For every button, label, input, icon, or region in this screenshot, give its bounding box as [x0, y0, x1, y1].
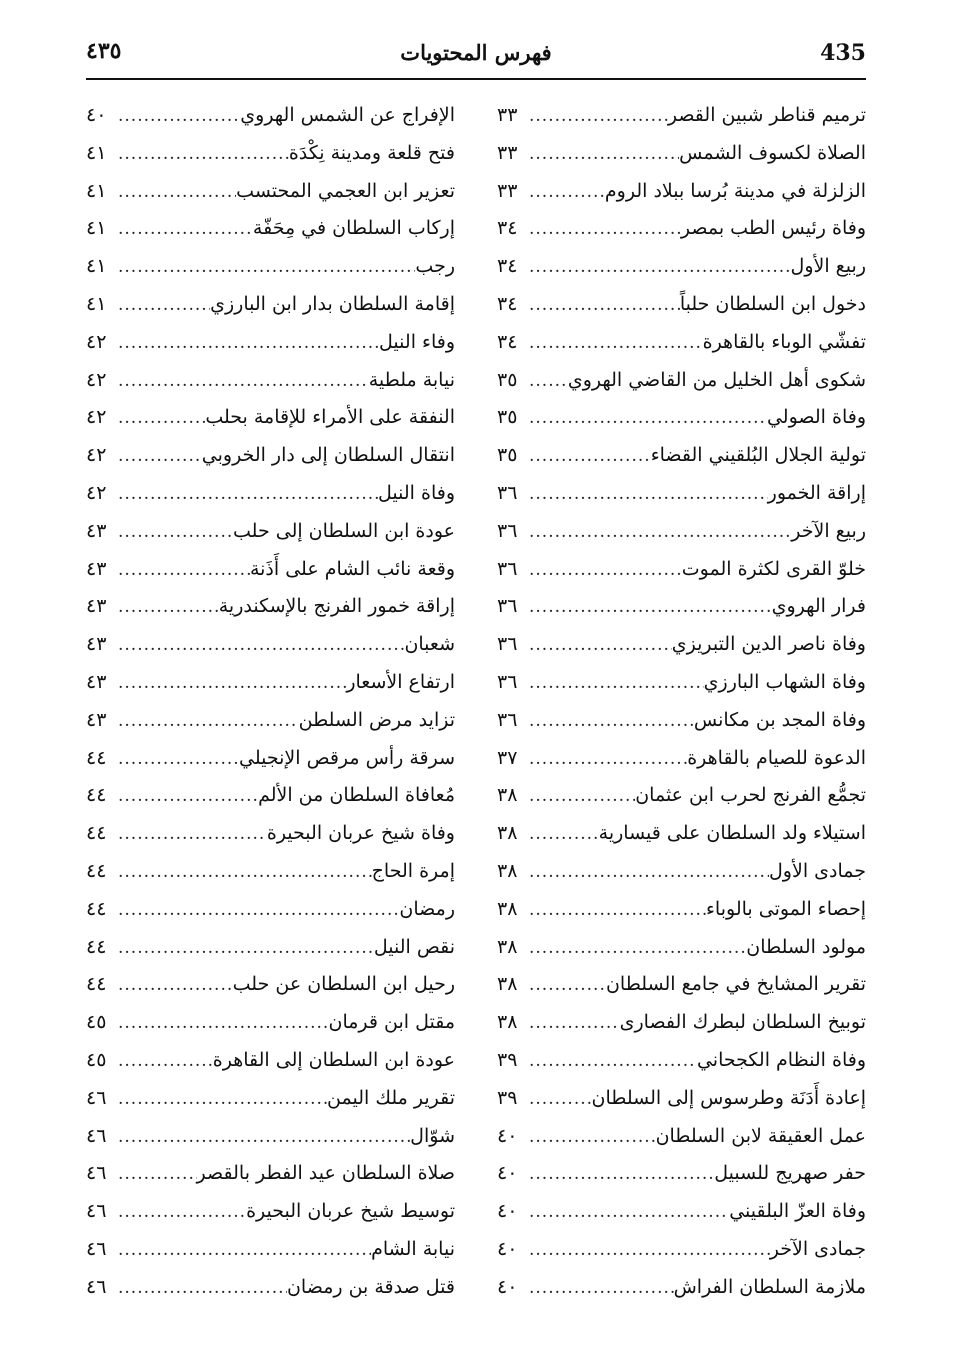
toc-entry-page: ٣٦ — [497, 708, 518, 731]
dot-leader — [523, 892, 706, 930]
toc-entry-title: توبيخ السلطان لبطرك الفصارى — [619, 1011, 866, 1034]
toc-entry-title: خلوّ القرى لكثرة الموت — [681, 557, 866, 580]
dot-leader — [112, 589, 219, 627]
toc-entry — [86, 588, 455, 626]
toc-entry-title: قتل صدقة بن رمضان — [286, 1275, 455, 1298]
toc-entry — [497, 248, 866, 286]
dot-leader — [112, 892, 399, 930]
page-number-latin: 435 — [820, 40, 866, 66]
toc-entry — [497, 740, 866, 778]
toc-entry — [86, 777, 455, 815]
toc-entry — [497, 1118, 866, 1156]
toc-entry-title: الزلزلة في مدينة بُرسا ببلاد الروم — [604, 179, 866, 202]
toc-entry — [86, 1269, 455, 1307]
dot-leader — [112, 438, 202, 476]
dot-leader — [112, 325, 379, 363]
toc-entry — [86, 702, 455, 740]
toc-entry — [86, 1004, 455, 1042]
toc-entry-page: ٤٤ — [86, 859, 107, 882]
toc-entry-page: ٤٦ — [86, 1200, 107, 1223]
dot-leader — [523, 1043, 697, 1081]
toc-entry-title: شعبان — [404, 633, 455, 656]
toc-entry — [497, 324, 866, 362]
toc-entry-page: ٣٦ — [497, 633, 518, 656]
dot-leader — [112, 249, 415, 287]
toc-entry-page: ٤٠ — [86, 104, 107, 126]
dot-leader — [523, 136, 679, 174]
toc-entry-page: ٤٦ — [86, 1162, 107, 1185]
toc-entry-page: ٣٣ — [497, 104, 518, 126]
toc-entry-title: عمل العقيقة لابن السلطان — [655, 1124, 866, 1147]
toc-entry-page: ٤٥ — [86, 1011, 107, 1034]
toc-entry — [86, 399, 455, 437]
dot-leader — [523, 476, 768, 514]
toc-entry — [86, 1118, 455, 1156]
toc-entry — [497, 97, 866, 135]
dot-leader — [523, 627, 672, 665]
dot-leader — [523, 589, 772, 627]
toc-entry — [497, 777, 866, 815]
toc-entry-title: فرار الهروي — [771, 595, 866, 618]
toc-entry-title: عودة ابن السلطان إلى القاهرة — [212, 1048, 455, 1071]
dot-leader — [112, 1270, 287, 1308]
dot-leader — [112, 136, 289, 174]
toc-entry-page: ٤٤ — [86, 784, 107, 807]
toc-entry — [497, 1231, 866, 1269]
toc-entry-page: ٣٦ — [497, 519, 518, 542]
toc-entry-page: ٤٤ — [86, 935, 107, 958]
toc-entry — [86, 173, 455, 211]
toc-entry-title: تفشّي الوباء بالقاهرة — [702, 330, 866, 353]
toc-entry-title: وقعة نائب الشام على أَذَنة — [249, 557, 455, 580]
header-rule — [86, 78, 866, 80]
dot-leader — [523, 967, 606, 1005]
toc-entry-title: وفاة الصولي — [766, 406, 866, 429]
toc-entry-title: تجمُّع الفرنج لحرب ابن عثمان — [635, 784, 866, 807]
toc-entry-title: شوّال — [410, 1124, 455, 1147]
toc-entry — [86, 664, 455, 702]
toc-entry-page: ٣٨ — [497, 973, 518, 996]
toc-entry-title: عودة ابن السلطان إلى حلب — [233, 519, 455, 542]
toc-entry-page: ٤٢ — [86, 368, 107, 391]
dot-leader — [112, 552, 250, 590]
toc-entry — [497, 1042, 866, 1080]
toc-entry-title: ارتفاع الأسعار — [346, 670, 455, 693]
toc-entry-title: رمضان — [399, 897, 455, 920]
toc-entry-page: ٤٣ — [86, 557, 107, 580]
dot-leader — [523, 174, 605, 212]
toc-entry-page: ٤١ — [86, 292, 107, 315]
dot-leader — [523, 741, 687, 779]
toc-entry-page: ٣٤ — [497, 330, 518, 353]
toc-entry — [497, 853, 866, 891]
toc-entry-title: وفاء النيل — [379, 330, 455, 353]
toc-entry — [497, 815, 866, 853]
toc-entry-title: تعزير ابن العجمي المحتسب — [236, 179, 455, 202]
page-number-arabic: ٤٣٥ — [86, 38, 122, 64]
toc-entry-title: النفقة على الأمراء للإقامة بحلب — [205, 406, 455, 429]
dot-leader — [523, 778, 635, 816]
toc-entry-title: تولية الجلال البُلقيني القضاء — [650, 444, 866, 467]
toc-entry — [497, 135, 866, 173]
toc-entry-title: إعادة أَدَنَة وطرسوس إلى السلطان — [591, 1086, 866, 1109]
toc-entry-title: شكوى أهل الخليل من القاضي الهروي — [567, 368, 866, 391]
toc-entry-page: ٣٥ — [497, 406, 518, 429]
toc-entry-page: ٤٠ — [497, 1124, 518, 1147]
toc-entry-page: ٤٠ — [497, 1200, 518, 1223]
toc-entry-page: ٤٢ — [86, 330, 107, 353]
toc-entry — [497, 513, 866, 551]
dot-leader — [112, 174, 236, 212]
toc-entry-page: ٣٨ — [497, 784, 518, 807]
running-title: فهرس المحتويات — [400, 40, 552, 65]
toc-entry-page: ٣٨ — [497, 897, 518, 920]
toc-entry-title: وفاة المجد بن مكانس — [693, 708, 866, 731]
toc-entry — [86, 551, 455, 589]
toc-entry — [86, 929, 455, 967]
dot-leader — [523, 363, 568, 401]
toc-entry — [497, 475, 866, 513]
dot-leader — [523, 1119, 656, 1157]
dot-leader — [112, 703, 299, 741]
toc-entry-title: توسيط شيخ عربان البحيرة — [246, 1200, 455, 1223]
toc-entry — [497, 173, 866, 211]
toc-entry-title: إقامة السلطان بدار ابن البارزي — [210, 292, 455, 315]
dot-leader — [523, 287, 680, 325]
toc-entry-title: رجب — [415, 255, 455, 278]
toc-entry-title: وفاة النيل — [378, 481, 455, 504]
toc-entry-title: سرقة رأس مرقص الإنجيلي — [239, 746, 455, 769]
toc-entry-title: نيابة الشام — [371, 1237, 455, 1260]
dot-leader — [112, 211, 253, 249]
toc-entry-page: ٤٦ — [86, 1275, 107, 1298]
toc-entry-title: صلاة السلطان عيد الفطر بالقصر — [196, 1162, 455, 1185]
toc-entry-page: ٣٣ — [497, 141, 518, 164]
toc-entry-title: انتقال السلطان إلى دار الخروبي — [201, 444, 455, 467]
toc-entry — [497, 588, 866, 626]
toc-entry — [86, 815, 455, 853]
toc-entry-page: ٤٤ — [86, 746, 107, 769]
toc-entry — [497, 437, 866, 475]
toc-entry — [86, 891, 455, 929]
toc-entry-page: ٣٥ — [497, 444, 518, 467]
dot-leader — [112, 741, 239, 779]
toc-column-right — [497, 97, 866, 1307]
table-of-contents — [86, 97, 866, 1307]
dot-leader — [112, 1156, 197, 1194]
toc-entry-page: ٣٤ — [497, 255, 518, 278]
toc-entry — [497, 551, 866, 589]
page-header — [86, 36, 866, 74]
toc-entry-page: ٤٣ — [86, 595, 107, 618]
toc-entry — [497, 966, 866, 1004]
toc-entry-page: ٣٣ — [497, 179, 518, 202]
dot-leader — [112, 665, 346, 703]
toc-entry — [86, 362, 455, 400]
toc-entry — [497, 1004, 866, 1042]
toc-entry-page: ٤٠ — [497, 1162, 518, 1185]
toc-entry-title: وفاة رئيس الطب بمصر — [680, 217, 866, 240]
toc-entry-page: ٣٨ — [497, 822, 518, 845]
dot-leader — [523, 552, 682, 590]
toc-entry-title: وفاة النظام الكجحاني — [696, 1048, 866, 1071]
toc-entry-page: ٤٦ — [86, 1086, 107, 1109]
toc-entry-page: ٤٤ — [86, 822, 107, 845]
toc-entry — [497, 929, 866, 967]
dot-leader — [523, 930, 746, 968]
toc-entry — [86, 1042, 455, 1080]
dot-leader — [112, 1005, 328, 1043]
toc-entry-page: ٣٩ — [497, 1086, 518, 1109]
toc-entry — [497, 399, 866, 437]
toc-entry-page: ٤٤ — [86, 973, 107, 996]
dot-leader — [523, 400, 767, 438]
toc-entry-page: ٣٦ — [497, 481, 518, 504]
toc-entry — [497, 210, 866, 248]
toc-entry — [86, 248, 455, 286]
toc-entry — [86, 626, 455, 664]
dot-leader — [523, 1081, 592, 1119]
toc-entry-title: ترميم قناطر شبين القصر — [667, 104, 866, 126]
toc-entry-page: ٤٠ — [497, 1237, 518, 1260]
toc-entry — [497, 891, 866, 929]
toc-entry-page: ٣٤ — [497, 292, 518, 315]
toc-entry — [86, 286, 455, 324]
toc-entry-title: دخول ابن السلطان حلباً — [679, 292, 866, 315]
toc-entry — [86, 513, 455, 551]
toc-entry — [497, 1193, 866, 1231]
toc-entry-page: ٣٥ — [497, 368, 518, 391]
dot-leader — [112, 1119, 410, 1157]
dot-leader — [523, 816, 599, 854]
toc-entry-page: ٤٢ — [86, 481, 107, 504]
toc-entry-title: جمادى الأول — [769, 859, 866, 882]
dot-leader — [523, 325, 703, 363]
toc-entry-title: وفاة ناصر الدين التبريزي — [671, 633, 866, 656]
dot-leader — [523, 211, 681, 249]
toc-entry-title: تقرير ملك اليمن — [327, 1086, 455, 1109]
dot-leader — [112, 287, 210, 325]
toc-entry-page: ٣٤ — [497, 217, 518, 240]
toc-entry — [497, 1269, 866, 1307]
toc-entry — [86, 437, 455, 475]
dot-leader — [523, 1194, 729, 1232]
dot-leader — [523, 1232, 770, 1270]
toc-entry-title: إحصاء الموتى بالوباء — [706, 897, 866, 920]
dot-leader — [523, 665, 704, 703]
toc-entry — [86, 1080, 455, 1118]
toc-entry — [497, 1080, 866, 1118]
toc-entry — [497, 286, 866, 324]
toc-entry — [497, 626, 866, 664]
toc-entry-title: إمرة الحاج — [371, 859, 455, 882]
dot-leader — [112, 476, 378, 514]
toc-entry-page: ٤٥ — [86, 1048, 107, 1071]
dot-leader — [112, 854, 372, 892]
dot-leader — [112, 967, 233, 1005]
toc-entry-page: ٤٦ — [86, 1124, 107, 1147]
toc-entry-title: وفاة الشهاب البارزي — [703, 670, 866, 693]
toc-entry-page: ٣٨ — [497, 935, 518, 958]
dot-leader — [523, 98, 668, 136]
toc-entry-title: إركاب السلطان في مِحَفّة — [252, 217, 455, 240]
toc-entry-page: ٤١ — [86, 179, 107, 202]
toc-entry-title: وفاة شيخ عربان البحيرة — [266, 822, 455, 845]
toc-entry-title: ربيع الآخر — [791, 519, 866, 542]
dot-leader — [523, 1156, 714, 1194]
toc-entry — [497, 664, 866, 702]
dot-leader — [112, 930, 374, 968]
toc-entry — [86, 740, 455, 778]
toc-entry — [497, 1155, 866, 1193]
toc-entry-page: ٣٦ — [497, 595, 518, 618]
toc-entry-title: استيلاء ولد السلطان على قيسارية — [598, 822, 866, 845]
dot-leader — [112, 1232, 371, 1270]
toc-entry-title: تزايد مرض السلطن — [298, 708, 455, 731]
dot-leader — [523, 1005, 620, 1043]
dot-leader — [523, 854, 769, 892]
toc-entry-page: ٤٢ — [86, 406, 107, 429]
toc-entry-page: ٤٢ — [86, 444, 107, 467]
dot-leader — [112, 514, 233, 552]
dot-leader — [112, 778, 258, 816]
toc-entry — [86, 210, 455, 248]
toc-entry-page: ٤٣ — [86, 519, 107, 542]
toc-entry-page: ٤١ — [86, 141, 107, 164]
toc-entry-page: ٤٣ — [86, 708, 107, 731]
toc-entry — [86, 475, 455, 513]
toc-entry-title: مُعافاة السلطان من الألم — [258, 784, 455, 807]
toc-entry-title: مقتل ابن قرمان — [328, 1011, 455, 1034]
toc-entry-page: ٤١ — [86, 255, 107, 278]
toc-entry-title: الصلاة لكسوف الشمس — [679, 141, 866, 164]
toc-entry-page: ٤٦ — [86, 1237, 107, 1260]
toc-entry — [86, 324, 455, 362]
toc-entry-title: نيابة ملطية — [368, 368, 455, 391]
dot-leader — [112, 816, 267, 854]
toc-entry-title: حفر صهريج للسبيل — [714, 1162, 866, 1185]
toc-entry-title: الدعوة للصيام بالقاهرة — [687, 746, 866, 769]
dot-leader — [112, 98, 240, 136]
toc-entry-title: رحيل ابن السلطان عن حلب — [232, 973, 455, 996]
toc-entry-page: ٤١ — [86, 217, 107, 240]
toc-entry — [497, 702, 866, 740]
toc-entry-page: ٣٧ — [497, 746, 518, 769]
toc-entry-title: الإفراج عن الشمس الهروي — [240, 104, 455, 126]
toc-entry — [86, 1155, 455, 1193]
dot-leader — [523, 1270, 674, 1308]
toc-entry — [497, 362, 866, 400]
dot-leader — [112, 400, 205, 438]
toc-entry-page: ٤٠ — [497, 1275, 518, 1298]
dot-leader — [523, 249, 791, 287]
toc-entry-title: إراقة الخمور — [767, 481, 866, 504]
dot-leader — [112, 627, 404, 665]
toc-entry-page: ٣٨ — [497, 859, 518, 882]
toc-entry-title: ملازمة السلطان الفراش — [673, 1275, 866, 1298]
toc-entry-title: تقرير المشايخ في جامع السلطان — [605, 973, 866, 996]
toc-entry-title: نقص النيل — [373, 935, 455, 958]
toc-entry-page: ٣٦ — [497, 670, 518, 693]
toc-entry — [86, 97, 455, 135]
toc-entry-title: ربيع الأول — [790, 255, 866, 278]
toc-entry-title: فتح قلعة ومدينة نِكْدَة — [288, 141, 455, 164]
toc-entry — [86, 853, 455, 891]
toc-entry-title: مولود السلطان — [746, 935, 866, 958]
toc-entry — [86, 135, 455, 173]
dot-leader — [523, 514, 791, 552]
dot-leader — [112, 1194, 246, 1232]
toc-entry-page: ٣٩ — [497, 1048, 518, 1071]
toc-entry-title: جمادى الآخر — [769, 1237, 866, 1260]
toc-entry-title: وفاة العزّ البلقيني — [729, 1200, 866, 1223]
toc-column-left — [86, 97, 455, 1307]
toc-entry-page: ٣٨ — [497, 1011, 518, 1034]
dot-leader — [523, 703, 694, 741]
toc-entry-page: ٣٦ — [497, 557, 518, 580]
dot-leader — [112, 1043, 213, 1081]
dot-leader — [112, 363, 369, 401]
dot-leader — [523, 438, 651, 476]
toc-entry — [86, 966, 455, 1004]
toc-entry-title: إراقة خمور الفرنج بالإسكندرية — [218, 595, 455, 618]
toc-entry — [86, 1193, 455, 1231]
dot-leader — [112, 1081, 327, 1119]
toc-entry — [86, 1231, 455, 1269]
toc-entry-page: ٤٤ — [86, 897, 107, 920]
toc-entry-page: ٤٣ — [86, 670, 107, 693]
toc-entry-page: ٤٣ — [86, 633, 107, 656]
